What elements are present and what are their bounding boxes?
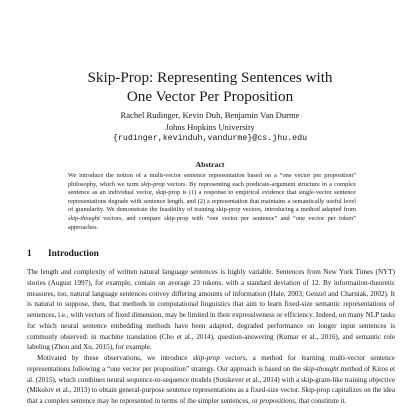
intro-paragraph-2 — [27, 353, 395, 407]
author-email: {rudinger,kevinduh,vandurme}@cs.jhu.edu — [112, 134, 308, 143]
abstract-text — [68, 172, 356, 232]
intro-p2-part-4: , that constitute it. — [295, 397, 347, 405]
author-names: Rachel Rudinger, Kevin Duh, Benjamin Van Durme — [120, 110, 300, 120]
intro-p2-part-1: Motivated by these observations, we introduce — [37, 354, 193, 362]
intro-p2-part-2: , a method for learning multi-vector sentence representations following a “one vector per proposition” strategy. Our approach is based on the — [27, 354, 395, 373]
abstract-text-part-3: vectors, and compare skip-prop with “one vector per sentence” and “one vector per token” approaches. — [68, 214, 356, 231]
section-title: Introduction — [48, 249, 99, 259]
intro-term-propositions: propositions — [259, 397, 296, 405]
intro-term-skip-prop-vectors: skip-prop vectors — [192, 354, 246, 362]
intro-p2-part-3: method of Kiros et al. (2015), which combines neural sequence-to-sequence models (Sutskever et al., 2014) with a skip-gram-like training objective (Mikolov et al., 2013) to obtain general-purpose sentence representations as a fixed-size vector. Skip-prop capitalizes on the idea that a complex sentence may be represented in terms of the simpler sentences, or — [27, 364, 396, 405]
abstract-term-skip-thought: skip-thought — [68, 214, 100, 222]
title-line-1: Skip-Prop: Representing Sentences with — [87, 69, 333, 86]
title-line-2: One Vector Per Proposition — [126, 88, 294, 105]
introduction-body — [27, 267, 395, 407]
abstract-text-part-1: We introduce the notion of a multi-vector sentence representation based on a “one vector per proposition” philosophy, which we term — [68, 172, 356, 188]
intro-paragraph-1: The length and complexity of written natural language sentences is highly variable. Sentences from New York Times (NYT) stories (August 1997), for example, contain on average 23 tokens, with a standard deviation of 12. By information-theoretic measures, too, natural language sentences convey differing amounts of information (Hale, 2003; Genzel and Charniak, 2002). It is natural to suppose, then, that methods in computational linguistics that aim to learn fixed-size semantic representations of sentences, i.e., with vectors of fixed dimension, may be limited in their expressiveness or efficiency. Indeed, on many NLP tasks for which neural sentence embedding methods have been adapted, degraded performance on longer input sentences is commonly observed: in machine translation (Cho et al., 2014), question-answering (Kumar et al., 2016), and semantic role labeling (Zhou and Xu, 2015), for example. — [27, 268, 395, 352]
section-heading — [27, 249, 99, 259]
section-number: 1 — [27, 249, 32, 259]
abstract-heading: Abstract — [195, 160, 225, 169]
abstract-term-skip-prop: skip-prop — [140, 180, 165, 188]
author-block — [0, 110, 420, 145]
author-affiliation: Johns Hopkins University — [165, 121, 255, 132]
intro-term-skip-thought: skip-thought — [303, 364, 339, 373]
abstract-text-part-2: vectors. By representing each predicate-argument structure in a complex sentence as an individual vector, skip-prop is (1) a response to empirical evidence that single-vector sentence representations degrade with sentence length, and (2) a representation that maintains a semantically useful level of granularity. We demonstrate the feasibility of training skip-prop vectors, introducing a method adapted from — [68, 180, 356, 214]
paper-title — [0, 68, 420, 106]
